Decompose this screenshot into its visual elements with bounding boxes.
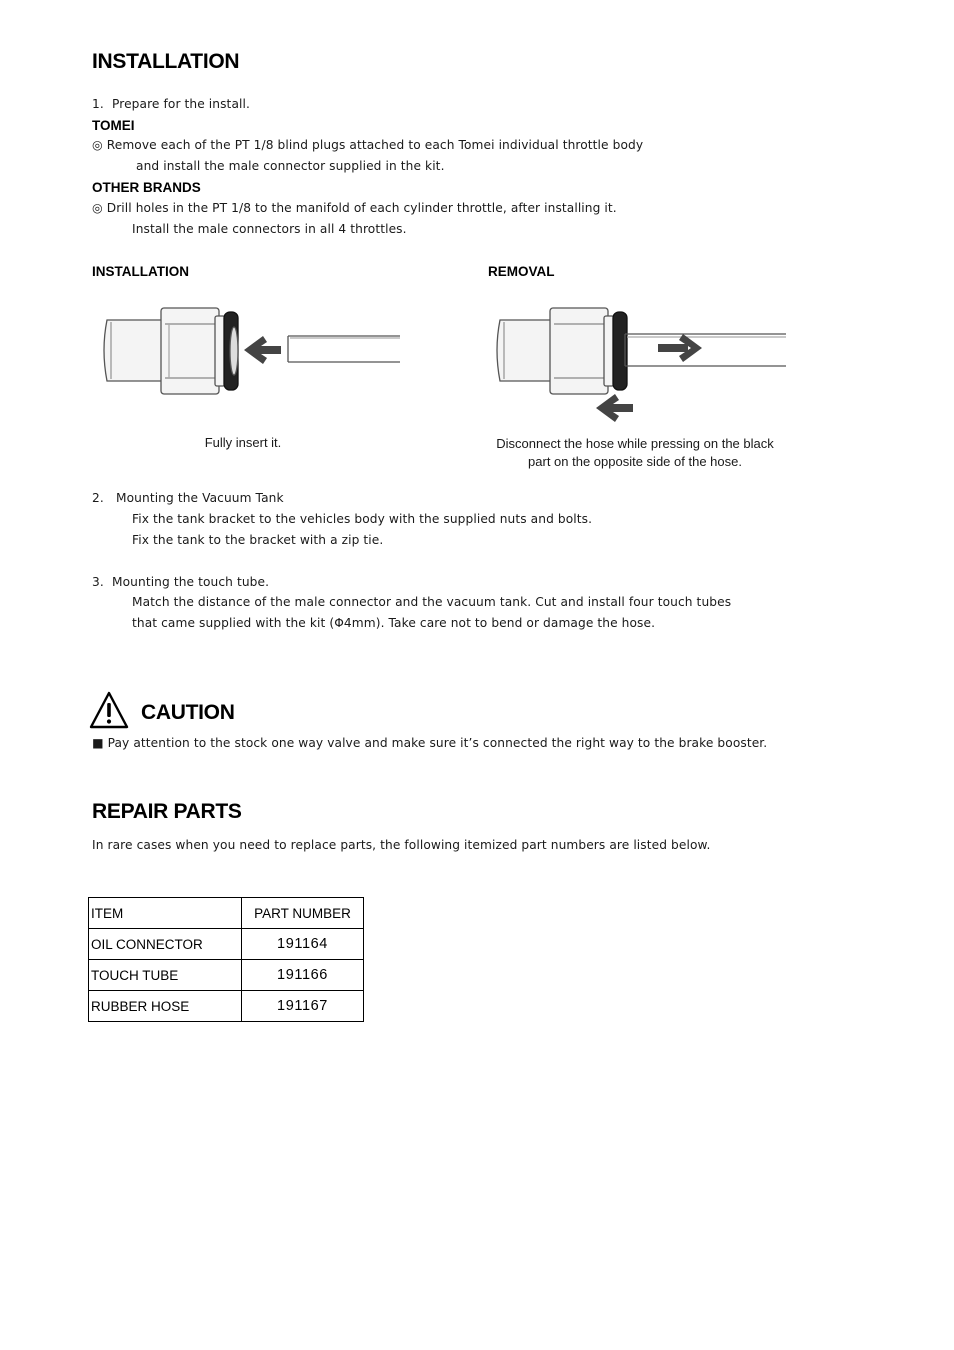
insert-arrow-icon bbox=[244, 336, 281, 364]
hose bbox=[625, 334, 786, 366]
item-cell: TOUCH TUBE bbox=[89, 960, 242, 991]
removal-diagram bbox=[488, 298, 790, 422]
header-item: ITEM bbox=[89, 898, 242, 929]
tomei-line-2: and install the male connector supplied in the kit. bbox=[136, 159, 445, 173]
pull-arrow-icon bbox=[658, 334, 702, 362]
other-brands-line-1: ◎ Drill holes in the PT 1/8 to the manifold of each cylinder throttle, after installing it. bbox=[92, 201, 617, 215]
other-brands-heading: OTHER BRANDS bbox=[92, 180, 201, 195]
connector-body-rear bbox=[104, 320, 165, 381]
step3-line-1: Match the distance of the male connector and the vacuum tank. Cut and install four touch tubes bbox=[132, 595, 732, 609]
item-cell: RUBBER HOSE bbox=[89, 991, 242, 1022]
table-header-row bbox=[89, 898, 364, 929]
step2-title: Mounting the Vacuum Tank bbox=[116, 491, 284, 505]
repair-parts-intro: In rare cases when you need to replace parts, the following itemized part numbers are listed below. bbox=[92, 838, 711, 852]
connector-hex-nut bbox=[161, 308, 219, 394]
step3-title: Mounting the touch tube. bbox=[112, 575, 270, 589]
step3-number: 3. bbox=[92, 575, 104, 589]
hose bbox=[288, 336, 400, 362]
tomei-line-1: ◎ Remove each of the PT 1/8 blind plugs attached to each Tomei individual throttle body bbox=[92, 138, 644, 152]
part-number-cell: 191167 bbox=[242, 991, 364, 1022]
installation-diagram bbox=[95, 298, 405, 403]
install-figure-title: INSTALLATION bbox=[92, 264, 189, 279]
repair-parts-heading: REPAIR PARTS bbox=[92, 800, 242, 823]
step2-number: 2. bbox=[92, 491, 104, 505]
step2-line-1: Fix the tank bracket to the vehicles body with the supplied nuts and bolts. bbox=[132, 512, 593, 526]
removal-caption-line-1: Disconnect the hose while pressing on the black bbox=[496, 436, 774, 451]
step1-number: 1. bbox=[92, 97, 104, 111]
header-part-number: PART NUMBER bbox=[242, 898, 364, 929]
connector-body-rear bbox=[497, 320, 554, 381]
tomei-heading: TOMEI bbox=[92, 118, 135, 133]
caution-heading: CAUTION bbox=[141, 701, 235, 724]
table-row bbox=[89, 960, 364, 991]
press-arrow-icon bbox=[596, 394, 633, 422]
connector-hex-nut bbox=[550, 308, 608, 394]
other-brands-line-2: Install the male connectors in all 4 throttles. bbox=[132, 222, 407, 236]
table-row bbox=[89, 929, 364, 960]
removal-figure-title: REMOVAL bbox=[488, 264, 555, 279]
part-number-cell: 191166 bbox=[242, 960, 364, 991]
caution-text: ■ Pay attention to the stock one way valve and make sure it’s connected the right way to the brake booster. bbox=[92, 736, 768, 750]
table-row bbox=[89, 991, 364, 1022]
part-number-cell: 191164 bbox=[242, 929, 364, 960]
install-caption: Fully insert it. bbox=[204, 435, 282, 450]
item-cell: OIL CONNECTOR bbox=[89, 929, 242, 960]
step2-line-2: Fix the tank to the bracket with a zip tie. bbox=[132, 533, 384, 547]
installation-heading: INSTALLATION bbox=[92, 50, 240, 73]
removal-caption-line-2: part on the opposite side of the hose. bbox=[528, 454, 742, 469]
step1-title: Prepare for the install. bbox=[112, 97, 250, 111]
warning-triangle-icon bbox=[88, 690, 130, 730]
step3-line-2: that came supplied with the kit (Φ4mm). Take care not to bend or damage the hose. bbox=[132, 616, 656, 630]
parts-table bbox=[88, 897, 364, 1022]
